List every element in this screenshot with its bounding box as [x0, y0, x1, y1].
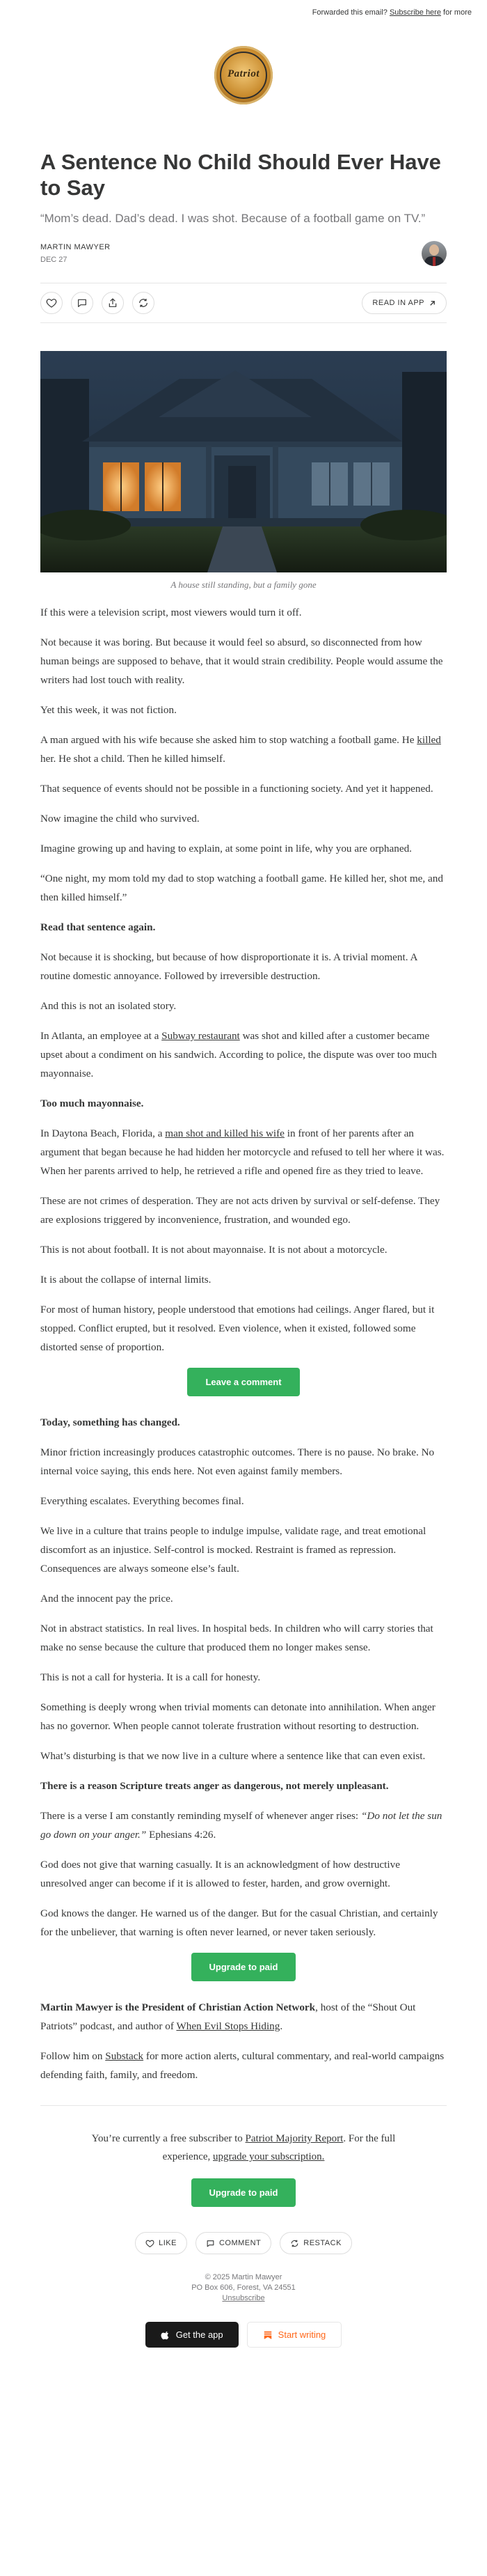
- paragraph: God does not give that warning casually. It is an acknowledgment of how destructive unresolved anger can become if it is allowed to fester, harden, and grow overnight.: [40, 1859, 400, 1889]
- copyright: © 2025 Martin Mawyer: [205, 2273, 282, 2281]
- substack-icon: [263, 2330, 273, 2340]
- share-button[interactable]: [102, 292, 124, 314]
- paragraph-text: was shot and killed after a customer became upset about a condiment on his sandwich. According to police, the dispute was over too much mayonnaise.: [40, 1030, 437, 1079]
- arrow-up-right-icon: [429, 299, 436, 307]
- subscription-notice: [80, 2130, 407, 2166]
- book-link[interactable]: When Evil Stops Hiding: [176, 2020, 280, 2032]
- footer-upgrade-button[interactable]: Upgrade to paid: [191, 2178, 296, 2207]
- like-button[interactable]: [40, 292, 63, 314]
- restack-icon: [290, 2239, 299, 2248]
- bold-text: There is a reason Scripture treats anger as dangerous, not merely unpleasant.: [40, 1780, 389, 1792]
- killed-link[interactable]: killed: [417, 734, 441, 746]
- paragraph-text: in front of her parents after an argument that began because he had hidden her motorcycle and refused to tell her where it was. When her parents arrived to help, he retrieved a rifle and opened fire as they tried to leave.: [40, 1127, 445, 1177]
- heart-icon: [46, 297, 57, 309]
- paragraph-text: In Atlanta, an employee at a: [40, 1030, 159, 1042]
- heart-icon: [145, 2239, 154, 2248]
- notice-text: You’re currently a free subscriber to: [91, 2133, 243, 2144]
- paragraph: And the innocent pay the price.: [40, 1593, 173, 1605]
- hero-caption: A house still standing, but a family gone: [170, 579, 317, 590]
- comment-label: COMMENT: [218, 2239, 262, 2247]
- publication-logo[interactable]: [214, 46, 273, 104]
- author-name[interactable]: MARTIN MAWYER: [40, 243, 111, 251]
- scripture-quote: “Do not let the sun go down on your anger.”: [40, 1810, 442, 1841]
- upgrade-to-paid-button[interactable]: Upgrade to paid: [191, 1953, 296, 1981]
- subscribe-link[interactable]: Subscribe here: [389, 8, 441, 17]
- paragraph: Yet this week, it was not fiction.: [40, 704, 177, 716]
- for-more-text: for more: [443, 8, 472, 17]
- paragraph: It is about the collapse of internal limits.: [40, 1274, 211, 1286]
- logo-text: Patriot: [227, 68, 260, 79]
- paragraph: For most of human history, people understood that emotions had ceilings. Anger flared, but it stopped. Conflict erupted, but it resolved. Even violence, when it existed, followed some distorted sense of proportion.: [40, 1304, 435, 1353]
- footer-like-button[interactable]: [135, 2232, 187, 2254]
- hero-image[interactable]: [40, 351, 447, 572]
- author-bio: [40, 1998, 447, 2036]
- paragraph-text: , host of the “Shout Out Patriots” podcast, and author of: [40, 2001, 416, 2032]
- post-body: [40, 603, 447, 2084]
- paragraph: Not because it was boring. But because it would feel so absurd, so disconnected from how human beings are supposed to behave, that it would strain credibility. People would assume the writers had lost touch with reality.: [40, 637, 443, 686]
- unsubscribe-link[interactable]: Unsubscribe: [222, 2294, 265, 2302]
- start-writing-button[interactable]: [247, 2322, 342, 2348]
- leave-comment-button[interactable]: Leave a comment: [187, 1368, 299, 1396]
- paragraph-text: for more action alerts, cultural commentary, and real-world campaigns defending faith, family, and freedom.: [40, 2050, 445, 2081]
- paragraph: Not in abstract statistics. In real lives. In hospital beds. In children who will carry stories that make no sense because the culture that produced them no longer makes sense.: [40, 1623, 433, 1653]
- subway-restaurant-link[interactable]: Subway restaurant: [161, 1030, 240, 1042]
- footer-restack-button[interactable]: [280, 2232, 352, 2254]
- upgrade-subscription-link[interactable]: upgrade your subscription.: [213, 2151, 325, 2162]
- restack-button[interactable]: [132, 292, 154, 314]
- paragraph: This is not about football. It is not about mayonnaise. It is not about a motorcycle.: [40, 1244, 388, 1256]
- post-action-bar: [40, 283, 447, 323]
- comment-button[interactable]: [71, 292, 93, 314]
- get-the-app-button[interactable]: [145, 2322, 239, 2348]
- author-avatar[interactable]: [422, 241, 447, 266]
- email-footer: [40, 2105, 447, 2348]
- restack-icon: [138, 297, 149, 309]
- start-writing-label: Start writing: [278, 2329, 326, 2340]
- restack-label: RESTACK: [303, 2239, 342, 2247]
- bold-paragraph: [40, 1094, 447, 1113]
- bold-text: Martin Mawyer is the President of Christian Action Network: [40, 2001, 316, 2013]
- paragraph: [40, 2047, 447, 2084]
- get-app-label: Get the app: [175, 2329, 223, 2340]
- bold-text: Today, something has changed.: [40, 1416, 180, 1428]
- legal-block: [40, 2272, 447, 2304]
- paragraph: That sequence of events should not be possible in a functioning society. And yet it happened.: [40, 783, 433, 795]
- man-shot-wife-link[interactable]: man shot and killed his wife: [165, 1127, 285, 1139]
- paragraph: [40, 1027, 447, 1083]
- house-illustration: [40, 351, 447, 572]
- comment-icon: [77, 297, 88, 309]
- byline: [40, 241, 447, 266]
- paragraph: This is not a call for hysteria. It is a call for honesty.: [40, 1671, 261, 1683]
- paragraph: Imagine growing up and having to explain, at some point in life, why you are orphaned.: [40, 843, 412, 854]
- post-title[interactable]: A Sentence No Child Should Ever Have to Say: [40, 150, 441, 200]
- paragraph: And this is not an isolated story.: [40, 1000, 177, 1012]
- bold-paragraph: [40, 1777, 447, 1795]
- paragraph-text: A man argued with his wife because she asked him to stop watching a football game. He: [40, 734, 415, 746]
- paragraph: Minor friction increasingly produces catastrophic outcomes. There is no pause. No brake. No internal voice saying, this ends here. Not even against family members.: [40, 1446, 435, 1477]
- publication-link[interactable]: Patriot Majority Report: [245, 2133, 344, 2144]
- paragraph: Not because it is shocking, but because of how disproportionate it is. A trivial moment. A routine domestic annoyance. Followed by irreversible destruction.: [40, 951, 417, 982]
- read-in-app-label: READ IN APP: [372, 299, 424, 307]
- comment-icon: [206, 2239, 215, 2248]
- paragraph: Now imagine the child who survived.: [40, 813, 200, 825]
- bold-paragraph: [40, 1413, 447, 1432]
- substack-link[interactable]: Substack: [105, 2050, 144, 2062]
- paragraph-text: .: [280, 2020, 283, 2032]
- share-icon: [107, 297, 118, 309]
- paragraph: [40, 1806, 447, 1844]
- forward-bar: [0, 0, 487, 25]
- post-date: DEC 27: [40, 256, 67, 264]
- forward-notice: [312, 8, 472, 17]
- read-in-app-button[interactable]: [362, 292, 447, 314]
- paragraph: [40, 1124, 447, 1180]
- bold-text: Too much mayonnaise.: [40, 1098, 144, 1109]
- bold-paragraph: [40, 918, 447, 937]
- address: PO Box 606, Forest, VA 24551: [191, 2284, 296, 2292]
- paragraph: We live in a culture that trains people to indulge impulse, validate rage, and treat emotional discomfort as an injustice. Self-control is mocked. Restraint is framed as repression. Consequences are always someone else’s fault.: [40, 1525, 426, 1575]
- paragraph: These are not crimes of desperation. They are not acts driven by survival or self-defense. They are explosions triggered by inconvenience, frustration, and wounded ego.: [40, 1195, 440, 1226]
- quote-paragraph: “One night, my mom told my dad to stop watching a football game. He killed her, shot me, and then killed himself.”: [40, 873, 443, 903]
- bold-text: Read that sentence again.: [40, 921, 156, 933]
- paragraph-text: There is a verse I am constantly reminding myself of whenever anger rises:: [40, 1810, 359, 1822]
- avatar-head: [429, 244, 439, 256]
- notice-text: . For the full experience,: [162, 2133, 396, 2162]
- footer-comment-button[interactable]: [195, 2232, 271, 2254]
- like-label: LIKE: [159, 2239, 177, 2247]
- paragraph: Everything escalates. Everything becomes final.: [40, 1495, 244, 1507]
- paragraph-text: her. He shot a child. Then he killed himself.: [40, 753, 225, 765]
- paragraph: If this were a television script, most viewers would turn it off.: [40, 607, 302, 618]
- paragraph: Something is deeply wrong when trivial moments can detonate into annihilation. When anger has no governor. When people cannot tolerate frustration without resorting to destruction.: [40, 1701, 436, 1732]
- paragraph: [40, 731, 447, 768]
- avatar-tie: [433, 257, 436, 266]
- paragraph: God knows the danger. He warned us of the danger. But for the casual Christian, and certainly for the unbeliever, that warning is often never learned, or never taken seriously.: [40, 1907, 438, 1938]
- paragraph-text: Ephesians 4:26.: [149, 1829, 216, 1841]
- forward-text: Forwarded this email?: [312, 8, 388, 17]
- apple-icon: [161, 2330, 170, 2340]
- paragraph-text: In Daytona Beach, Florida, a: [40, 1127, 163, 1139]
- post-subtitle: “Mom’s dead. Dad’s dead. I was shot. Because of a football game on TV.”: [40, 212, 426, 225]
- paragraph-text: Follow him on: [40, 2050, 103, 2062]
- paragraph: What’s disturbing is that we now live in a culture where a sentence like that can even exist.: [40, 1750, 426, 1762]
